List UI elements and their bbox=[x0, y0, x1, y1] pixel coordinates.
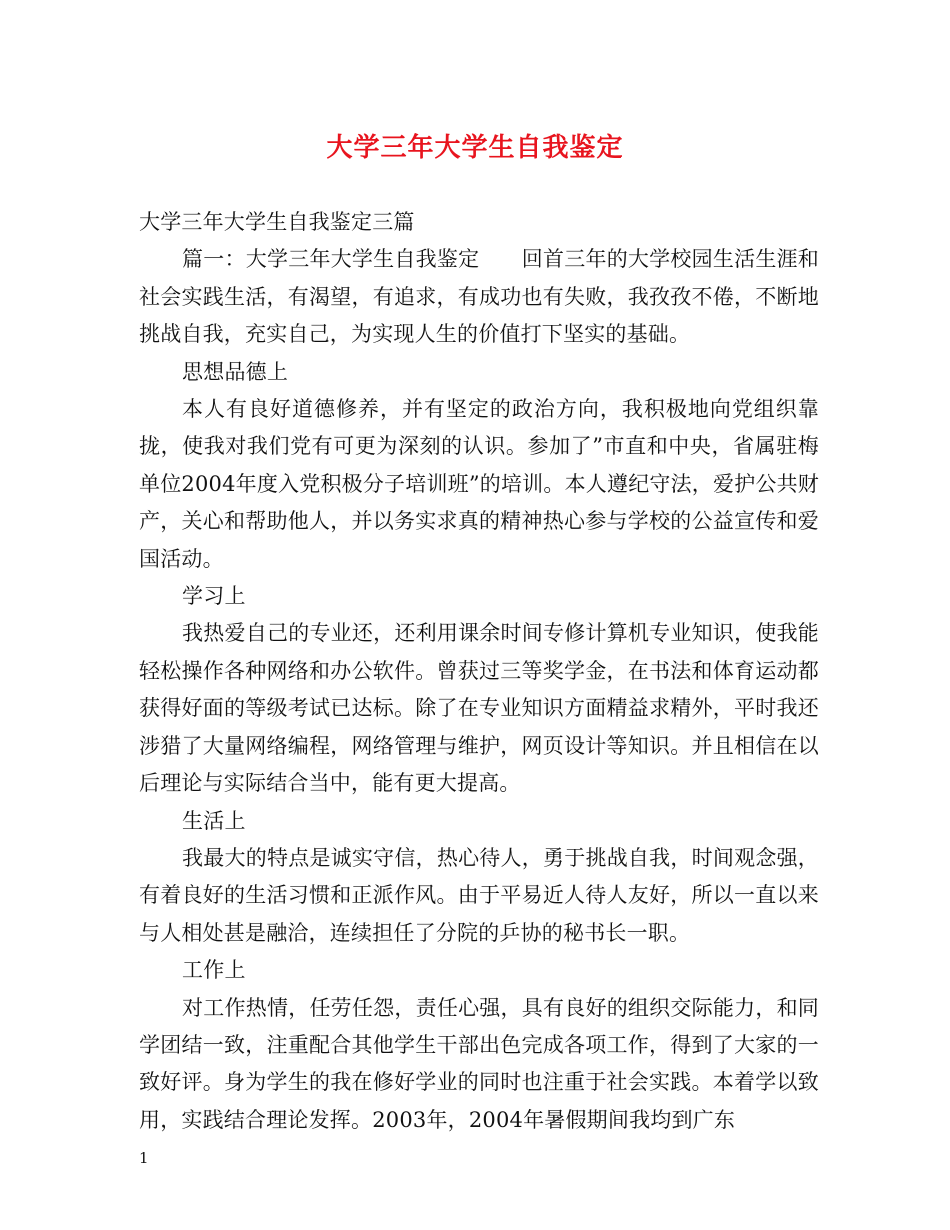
page-number: 1 bbox=[139, 1149, 149, 1167]
body-paragraph: 大学三年大学生自我鉴定三篇 bbox=[139, 210, 415, 234]
document-body bbox=[139, 204, 819, 1139]
body-paragraph: 工作上 bbox=[182, 958, 246, 983]
body-paragraph: 对工作热情，任劳任怨，责任心强，具有良好的组织交际能力，和同学团结一致，注重配合其他学生干部出色完成各项工作，得到了大家的一致好评。身为学生的我在修好学业的同时也注重于社会实践。本着学以致用，实践结合理论发挥。2003年，2004年暑假期间我均到广东 bbox=[139, 995, 819, 1132]
body-paragraph: 我最大的特点是诚实守信，热心待人，勇于挑战自我，时间观念强，有着良好的生活习惯和正派作风。由于平易近人待人友好，所以一直以来与人相处甚是融洽，连续担任了分院的乒协的秘书长一职。 bbox=[139, 845, 819, 945]
body-paragraph: 学习上 bbox=[182, 584, 246, 609]
body-paragraph: 生活上 bbox=[182, 808, 246, 833]
body-paragraph: 思想品德上 bbox=[182, 359, 289, 384]
body-paragraph: 本人有良好道德修养，并有坚定的政治方向，我积极地向党组织靠拢，使我对我们党有可更为深刻的认识。参加了”市直和中央，省属驻梅单位2004年度入党积极分子培训班”的培训。本人遵纪守法，爱护公共财产，关心和帮助他人，并以务实求真的精神热心参与学校的公益宣传和爱国活动。 bbox=[139, 397, 819, 571]
body-paragraph: 篇一：大学三年大学生自我鉴定 回首三年的大学校园生活生涯和社会实践生活，有渴望，有追求，有成功也有失败，我孜孜不倦，不断地挑战自我，充实自己，为实现人生的价值打下坚实的基础。 bbox=[139, 247, 819, 347]
body-paragraph: 我热爱自己的专业还，还利用课余时间专修计算机专业知识，使我能轻松操作各种网络和办公软件。曾获过三等奖学金，在书法和体育运动都获得好面的等级考试已达标。除了在专业知识方面精益求精外，平时我还涉猎了大量网络编程，网络管理与维护，网页设计等知识。并且相信在以后理论与实际结合当中，能有更大提高。 bbox=[139, 621, 819, 796]
document-title: 大学三年大学生自我鉴定 bbox=[326, 133, 624, 163]
